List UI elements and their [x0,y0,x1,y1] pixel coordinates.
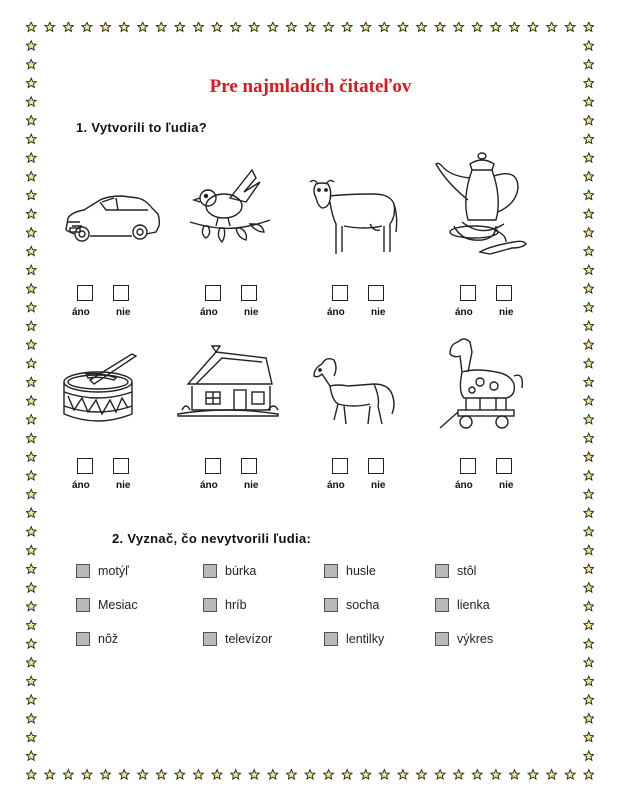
word-item[interactable] [324,596,379,614]
star-icon [584,153,594,162]
star-icon [63,22,73,31]
toy-horse-on-wheels-icon [436,336,526,436]
star-icon [26,751,36,760]
star-icon [584,714,594,723]
star-icon [26,770,36,779]
star-icon [231,770,241,779]
star-icon [26,658,36,667]
star-icon [249,770,259,779]
no-checkbox[interactable] [113,285,129,301]
word-label: nôž [98,632,119,646]
star-icon [63,770,73,779]
star-icon [584,415,594,424]
yes-checkbox[interactable] [205,285,221,301]
star-icon [26,452,36,461]
star-icon [565,22,575,31]
yes-label: áno [327,480,345,491]
star-icon [175,770,185,779]
star-icon [268,22,278,31]
word-checkbox[interactable] [203,598,217,612]
star-icon [26,246,36,255]
star-icon [26,22,36,31]
star-icon [584,302,594,311]
star-icon [584,545,594,554]
word-item[interactable] [435,562,476,580]
yes-label: áno [72,307,90,318]
word-item[interactable] [76,562,129,580]
star-icon [528,22,538,31]
star-icon [547,770,557,779]
star-icon [584,601,594,610]
star-icon [26,209,36,218]
star-icon [26,228,36,237]
yes-checkbox[interactable] [460,285,476,301]
star-icon [584,770,594,779]
star-icon [565,770,575,779]
house-icon [176,344,280,424]
word-checkbox[interactable] [203,564,217,578]
star-icon [156,770,166,779]
cow-icon [304,176,400,260]
star-icon [26,265,36,274]
task-1-heading: 1. Vytvorili to ľudia? [76,120,208,135]
star-icon [26,302,36,311]
no-checkbox[interactable] [241,458,257,474]
star-icon [26,601,36,610]
no-label: nie [244,480,259,491]
star-icon [417,770,427,779]
star-icon [268,770,278,779]
star-icon [26,190,36,199]
yes-label: áno [72,480,90,491]
word-label: televízor [225,632,273,646]
no-label: nie [371,307,386,318]
star-icon [26,415,36,424]
no-label: nie [371,480,386,491]
no-checkbox[interactable] [496,458,512,474]
word-item[interactable] [76,596,138,614]
yes-label: áno [327,307,345,318]
star-icon [26,732,36,741]
yes-no-7 [327,458,427,498]
star-icon [26,583,36,592]
star-icon [138,22,148,31]
yes-no-5 [72,458,172,498]
car-icon [60,168,165,258]
star-icon [138,770,148,779]
word-checkbox[interactable] [324,564,338,578]
star-icon [584,97,594,106]
yes-checkbox[interactable] [332,458,348,474]
no-checkbox[interactable] [241,285,257,301]
star-icon [26,340,36,349]
star-icon [417,22,427,31]
star-icon [26,564,36,573]
star-icon [472,770,482,779]
star-icon [454,770,464,779]
star-icon [26,471,36,480]
star-icon [26,639,36,648]
star-icon [584,172,594,181]
task-2-heading: 2. Vyznač, čo nevytvorili ľudia: [112,531,312,546]
star-icon [212,770,222,779]
word-label: lentilky [346,632,385,646]
no-label: nie [244,307,259,318]
star-icon [361,22,371,31]
star-icon [194,770,204,779]
word-checkbox[interactable] [435,632,449,646]
star-icon [398,22,408,31]
no-checkbox[interactable] [496,285,512,301]
yes-no-4 [455,285,555,325]
star-icon [26,695,36,704]
word-label: lienka [457,598,490,612]
star-icon [26,321,36,330]
star-icon [379,770,389,779]
word-checkbox[interactable] [435,564,449,578]
star-icon [26,396,36,405]
star-icon [249,22,259,31]
star-icon [45,770,55,779]
word-label: búrka [225,564,257,578]
star-icon [584,340,594,349]
star-icon [26,489,36,498]
horse-icon [308,354,398,434]
star-icon [584,508,594,517]
star-icon [398,770,408,779]
star-icon [454,22,464,31]
star-icon [101,22,111,31]
yes-checkbox[interactable] [205,458,221,474]
yes-no-2 [200,285,300,325]
star-icon [584,676,594,685]
star-icon [305,770,315,779]
star-icon [584,284,594,293]
star-icon [361,770,371,779]
word-item[interactable] [324,562,376,580]
yes-no-8 [455,458,555,498]
word-item[interactable] [203,630,272,648]
star-icon [156,22,166,31]
star-icon [584,751,594,760]
star-icon [26,676,36,685]
yes-no-6 [200,458,300,498]
star-icon [584,695,594,704]
yes-label: áno [200,480,218,491]
star-icon [584,59,594,68]
no-checkbox[interactable] [113,458,129,474]
word-label: výkres [457,632,494,646]
star-icon [584,433,594,442]
word-label: hríb [225,598,247,612]
star-icon [287,22,297,31]
star-icon [26,284,36,293]
star-icon [547,22,557,31]
yes-label: áno [455,307,473,318]
star-icon [101,770,111,779]
no-checkbox[interactable] [368,458,384,474]
word-checkbox[interactable] [203,632,217,646]
star-icon [584,471,594,480]
star-icon [26,508,36,517]
star-icon [584,228,594,237]
star-icon [584,396,594,405]
star-icon [528,770,538,779]
yes-checkbox[interactable] [332,285,348,301]
star-icon [435,770,445,779]
star-icon [26,59,36,68]
no-label: nie [499,307,514,318]
star-icon [584,452,594,461]
yes-checkbox[interactable] [77,285,93,301]
word-item[interactable] [435,596,490,614]
star-icon [324,22,334,31]
star-icon [379,22,389,31]
star-icon [584,639,594,648]
star-icon [584,41,594,50]
word-label: socha [346,598,380,612]
star-icon [26,377,36,386]
star-icon [584,489,594,498]
star-icon [287,770,297,779]
no-label: nie [499,480,514,491]
word-checkbox[interactable] [76,598,90,612]
star-icon [491,22,501,31]
star-icon [26,41,36,50]
yes-label: áno [200,307,218,318]
word-item[interactable] [76,630,118,648]
star-icon [45,22,55,31]
star-icon [82,770,92,779]
word-item[interactable] [203,596,247,614]
star-icon [26,358,36,367]
star-icon [119,770,129,779]
bird-on-branch-icon [186,162,274,254]
star-icon [26,620,36,629]
star-icon [510,22,520,31]
star-icon [26,172,36,181]
star-icon [584,246,594,255]
star-icon [26,714,36,723]
drum-icon [60,352,140,432]
star-icon [584,209,594,218]
star-icon [119,22,129,31]
teapot-and-cup-icon [432,148,532,264]
word-checkbox[interactable] [324,632,338,646]
star-icon [82,22,92,31]
star-icon [212,22,222,31]
star-icon [26,97,36,106]
star-icon [584,22,594,31]
star-icon [510,770,520,779]
yes-checkbox[interactable] [460,458,476,474]
star-icon [26,116,36,125]
star-icon [584,527,594,536]
star-icon [305,22,315,31]
star-icon [584,321,594,330]
star-icon [584,116,594,125]
star-icon [584,620,594,629]
word-item[interactable] [435,630,493,648]
star-icon [26,545,36,554]
word-checkbox[interactable] [76,632,90,646]
star-icon [231,22,241,31]
word-checkbox[interactable] [324,598,338,612]
word-label: stôl [457,564,477,578]
word-checkbox[interactable] [76,564,90,578]
no-label: nie [116,480,131,491]
star-icon [584,265,594,274]
star-icon [584,190,594,199]
star-icon [26,134,36,143]
star-icon [26,153,36,162]
star-icon [584,732,594,741]
worksheet-title: Pre najmladích čitateľov [209,76,412,97]
star-icon [194,22,204,31]
star-icon [584,564,594,573]
star-icon [26,527,36,536]
yes-checkbox[interactable] [77,458,93,474]
star-icon [435,22,445,31]
word-item[interactable] [203,562,256,580]
word-label: husle [346,564,376,578]
star-icon [175,22,185,31]
yes-label: áno [455,480,473,491]
no-checkbox[interactable] [368,285,384,301]
star-icon [324,770,334,779]
star-icon [584,377,594,386]
word-label: motýľ [98,564,129,578]
yes-no-3 [327,285,427,325]
no-label: nie [116,307,131,318]
word-item[interactable] [324,630,384,648]
word-label: Mesiac [98,598,138,612]
star-icon [342,22,352,31]
star-icon [472,22,482,31]
star-icon [584,658,594,667]
star-icon [584,134,594,143]
star-icon [342,770,352,779]
word-checkbox[interactable] [435,598,449,612]
star-icon [584,358,594,367]
star-icon [584,583,594,592]
star-icon [491,770,501,779]
yes-no-1 [72,285,172,325]
star-icon [26,433,36,442]
